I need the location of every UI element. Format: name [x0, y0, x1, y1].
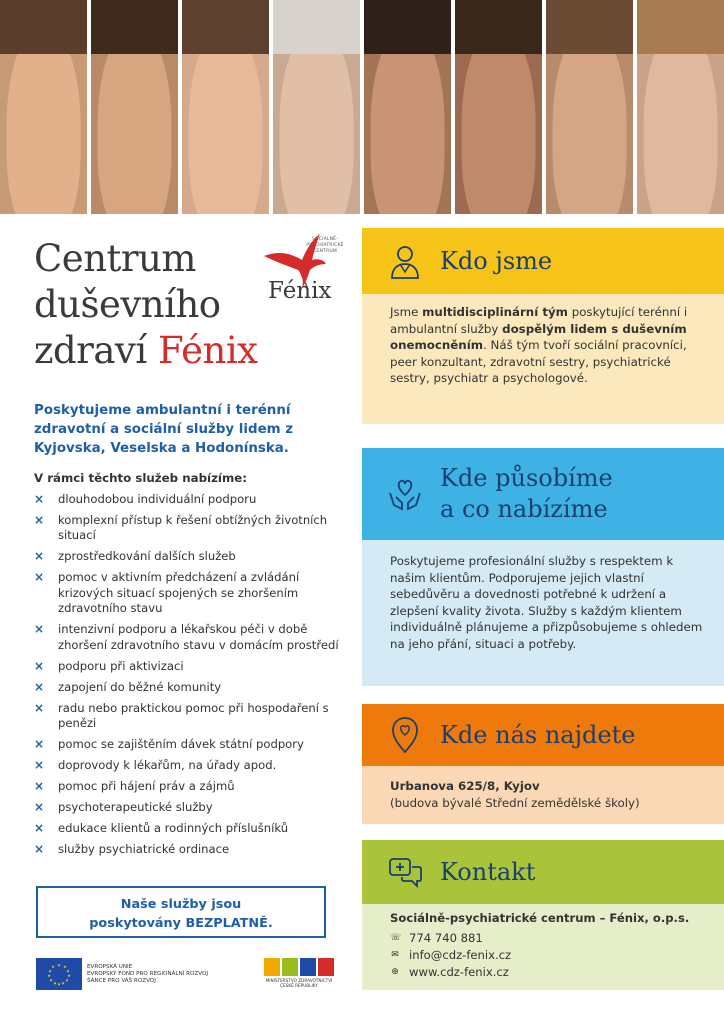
- svg-text:★: ★: [47, 973, 51, 978]
- cross-bullet-icon: ×: [34, 700, 45, 715]
- offer-item: [34, 701, 349, 732]
- eu-line-3: ŠANCE PRO VÁŠ ROZVOJ: [87, 977, 156, 984]
- svg-text:★: ★: [51, 964, 55, 969]
- cross-bullet-icon: ×: [34, 737, 45, 752]
- eu-flag-icon: [36, 958, 82, 990]
- who-b1: multidisciplinární tým: [422, 305, 568, 319]
- face-shape: [6, 28, 81, 214]
- offer-item: [34, 492, 349, 507]
- offer-text: psychoterapeutické služby: [58, 800, 213, 815]
- hair-shape: [182, 0, 269, 54]
- title-line-1: Centrum: [34, 237, 197, 280]
- logo-word: Fénix: [268, 278, 332, 304]
- portrait-photo: [0, 0, 87, 214]
- cross-bullet-icon: ×: [34, 679, 45, 694]
- address: Urbanova 625/8, Kyjov: [390, 779, 540, 793]
- ministry-logo: [262, 958, 336, 988]
- hair-shape: [273, 0, 360, 54]
- svg-text:★: ★: [63, 964, 67, 969]
- phone-icon: ☏: [390, 933, 402, 944]
- offers-heading: V rámci těchto služeb nabízíme:: [34, 471, 247, 485]
- work-heading-2: a co nabízíme: [440, 495, 608, 523]
- offer-item: [34, 758, 349, 773]
- title-line-2: duševního: [34, 283, 221, 326]
- eu-text: [87, 964, 227, 985]
- contact-phone-row: [390, 930, 704, 947]
- face-shape: [97, 28, 172, 214]
- location-heart-icon: [388, 716, 422, 754]
- ministry-line-2: ČESKÉ REPUBLIKY: [280, 983, 318, 988]
- find-heading: Kde nás najdete: [440, 720, 636, 749]
- offer-text: zprostředkování dalších služeb: [58, 549, 236, 564]
- offer-item: [34, 737, 349, 752]
- work-header: [362, 448, 724, 540]
- free-line-1: Naše služby jsou: [120, 897, 242, 912]
- cross-bullet-icon: ×: [34, 658, 45, 673]
- offer-item: [34, 800, 349, 815]
- ministry-text: [262, 978, 336, 988]
- hair-shape: [455, 0, 542, 54]
- work-heading-1: Kde působíme: [440, 464, 613, 492]
- offer-item: [34, 549, 349, 564]
- hair-shape: [546, 0, 633, 54]
- who-heading: Kdo jsme: [440, 246, 553, 275]
- face-shape: [188, 28, 263, 214]
- offer-text: pomoc při hájení práv a zájmů: [58, 779, 235, 794]
- face-shape: [643, 28, 718, 214]
- offer-text: dlouhodobou individuální podporu: [58, 492, 257, 506]
- contact-header: [362, 840, 724, 904]
- ministry-mark-icon: [264, 958, 336, 976]
- cross-bullet-icon: ×: [34, 622, 45, 637]
- offers-list: [34, 492, 349, 863]
- hair-shape: [91, 0, 178, 54]
- contact-email[interactable]: info@cdz-fenix.cz: [409, 947, 512, 962]
- who-p3: . Náš tým tvoří sociální pracovníci, peer konzultant, zdravotní sestry, psychiatrické sestry, psychiatr a psychologové.: [390, 338, 687, 386]
- svg-text:★: ★: [67, 973, 71, 978]
- svg-text:★: ★: [48, 968, 52, 974]
- cross-bullet-icon: ×: [34, 758, 45, 773]
- offer-text: doprovody k lékařům, na úřady apod.: [58, 758, 277, 773]
- contact-email-row: [390, 947, 704, 964]
- hair-shape: [637, 0, 724, 54]
- title-fenix: Fénix: [157, 329, 258, 372]
- offer-item: [34, 570, 349, 616]
- person-icon: [388, 242, 422, 280]
- cross-bullet-icon: ×: [34, 779, 45, 794]
- face-shape: [552, 28, 627, 214]
- who-b2: dospělým lidem s duševním onemocněním: [390, 321, 687, 353]
- face-shape: [279, 28, 354, 214]
- offer-item: [34, 680, 349, 695]
- cross-bullet-icon: ×: [34, 492, 45, 506]
- photo-strip: [0, 0, 724, 214]
- who-p1: Jsme: [390, 305, 423, 319]
- intro-text: Poskytujeme ambulantní i terénní zdravotní a sociální služby lidem z Kyjovska, Veselska a Hodonínska.: [34, 403, 294, 456]
- portrait-photo: [455, 0, 542, 214]
- ministry-line-1: MINISTERSTVO ZDRAVOTNICTVÍ: [265, 978, 333, 983]
- offer-item: [34, 821, 349, 836]
- contact-web-row: [390, 964, 704, 981]
- cross-bullet-icon: ×: [34, 549, 45, 564]
- offer-text: komplexní přístup k řešení obtížných životních situací: [58, 513, 328, 543]
- contact-heading: Kontakt: [440, 857, 536, 886]
- cross-bullet-icon: ×: [34, 821, 45, 836]
- offer-text: intenzivní podporu a lékařskou péči v době zhoršení zdravotního stavu v domácím prostředí: [58, 622, 339, 652]
- portrait-photo: [91, 0, 178, 214]
- globe-icon: ⊕: [391, 967, 399, 978]
- offer-item: [34, 513, 349, 544]
- who-header: [362, 228, 724, 294]
- address-note: (budova bývalé Střední zemědělské školy): [390, 795, 640, 810]
- portrait-photo: [182, 0, 269, 214]
- offer-text: pomoc v aktivním předcházení a zvládání krizových situací spojených se zhoršením zdravotního stavu: [58, 570, 300, 616]
- eu-logo: [36, 958, 227, 990]
- cross-bullet-icon: ×: [34, 513, 45, 527]
- chat-medical-icon: [388, 853, 422, 891]
- svg-text:★: ★: [57, 962, 61, 968]
- heart-hands-icon: [388, 475, 422, 513]
- find-text: [362, 766, 724, 824]
- title-line-3: [34, 328, 334, 374]
- offer-text: služby psychiatrické ordinace: [58, 842, 230, 857]
- portrait-photo: [273, 0, 360, 214]
- cross-bullet-icon: ×: [34, 800, 45, 815]
- free-line-2: poskytovány BEZPLATNĚ.: [89, 916, 273, 931]
- portrait-photo: [364, 0, 451, 214]
- contact-phone[interactable]: 774 740 881: [409, 930, 483, 945]
- svg-text:★: ★: [53, 980, 57, 986]
- who-p2: poskytující terénní i ambulantní služby: [390, 305, 688, 336]
- contact-block: [362, 904, 724, 990]
- svg-text:★: ★: [49, 977, 53, 983]
- offer-text: radu nebo praktickou pomoc při hospodaření s penězi: [58, 700, 329, 731]
- svg-text:★: ★: [57, 981, 61, 987]
- hair-shape: [364, 0, 451, 54]
- title-line-3a: zdraví: [34, 329, 158, 372]
- portrait-photo: [546, 0, 633, 214]
- logo-tagline: SOCIÁLNĚ-PSYCHIATRICKÉ CENTRUM: [306, 237, 344, 254]
- offer-item: [34, 622, 349, 653]
- free-services-box: [36, 886, 326, 938]
- eu-line-1: EVROPSKÁ UNIE: [87, 963, 133, 970]
- offer-text: zapojení do běžné komunity: [58, 679, 222, 694]
- offer-text: podporu při aktivizaci: [58, 658, 184, 673]
- svg-text:★: ★: [66, 968, 70, 974]
- work-heading: [440, 463, 613, 525]
- portrait-photo: [637, 0, 724, 214]
- offer-text: pomoc se zajištěním dávek státní podpory: [58, 737, 304, 752]
- hair-shape: [0, 0, 87, 54]
- face-shape: [461, 28, 536, 214]
- contact-org: Sociálně-psychiatrické centrum – Fénix, o.p.s.: [390, 911, 690, 925]
- cross-bullet-icon: ×: [34, 570, 45, 585]
- who-text: [362, 294, 724, 424]
- contact-web[interactable]: www.cdz-fenix.cz: [409, 964, 509, 979]
- offer-text: edukace klientů a rodinných příslušníků: [58, 821, 289, 836]
- offer-item: [34, 659, 349, 674]
- svg-text:★: ★: [65, 977, 69, 983]
- offer-item: [34, 842, 349, 857]
- work-text: Poskytujeme profesionální služby s respektem k našim klientům. Podporujeme jejich vlastní sebedůvěru a dovednosti potřebné k udržení a zlepšení kvality života. Služby s každým klientem individuálně plánujeme a přizpůsobujeme s ohledem na jeho přání, situaci a potřeby.: [362, 540, 724, 686]
- find-header: [362, 704, 724, 766]
- mail-icon: ✉: [391, 950, 399, 961]
- eu-line-2: EVROPSKÝ FOND PRO REGIONÁLNÍ ROZVOJ: [87, 970, 209, 977]
- cross-bullet-icon: ×: [34, 842, 45, 857]
- svg-text:★: ★: [61, 980, 65, 986]
- offer-item: [34, 779, 349, 794]
- face-shape: [370, 28, 445, 214]
